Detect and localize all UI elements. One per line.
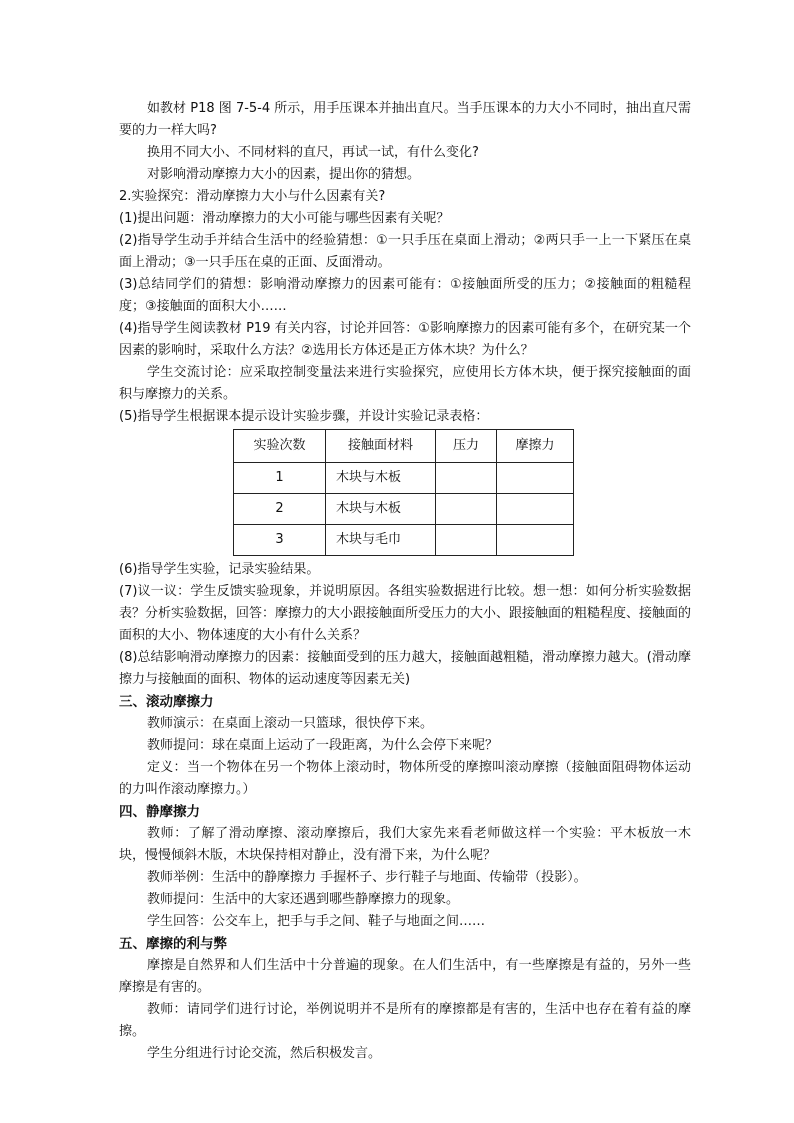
table-header-cell: 摩擦力 — [497, 430, 574, 463]
table-cell: 2 — [234, 494, 326, 525]
paragraph: (3)总结同学们的猜想：影响滑动摩擦力的因素可能有：①接触面所受的压力；②接触面的粗糙程度；③接触面的面积大小…… — [119, 277, 691, 314]
table-cell — [436, 494, 497, 525]
paragraph: (7)议一议：学生反馈实验现象，并说明原因。各组实验数据进行比较。想一想：如何分析实验数据表？分析实验数据，回答：摩擦力的大小跟接触面所受压力的大小、跟接触面的粗糙程度、接触面的面积的大小、物体速度的大小有什么关系？ — [119, 584, 692, 643]
table-cell: 木块与毛巾 — [326, 525, 436, 556]
paragraph: (6)指导学生实验，记录实验结果。 — [119, 562, 320, 577]
paragraph: 2.实验探究：滑动摩擦力大小与什么因素有关? — [119, 189, 386, 204]
paragraph: 摩擦是自然界和人们生活中十分普遍的现象。在人们生活中，有一些摩擦是有益的，另外一些摩擦是有害的。 — [119, 958, 691, 995]
paragraph: 教师演示：在桌面上滚动一只篮球，很快停下来。 — [147, 716, 434, 731]
paragraph: 学生回答：公交车上，把手与手之间、鞋子与地面之间…… — [147, 914, 486, 929]
table-header-row — [234, 430, 574, 463]
table-header-cell: 实验次数 — [234, 430, 326, 463]
table-cell — [497, 525, 574, 556]
table-header-cell: 压力 — [436, 430, 497, 463]
table-cell — [497, 463, 574, 494]
paragraph: 学生分组进行讨论交流，然后积极发言。 — [147, 1046, 382, 1061]
paragraph: 换用不同大小、不同材料的直尺，再试一试，有什么变化? — [147, 145, 479, 160]
paragraph: 教师提问：球在桌面上运动了一段距离，为什么会停下来呢？ — [147, 738, 499, 753]
section-heading-rolling-friction: 三、滚动摩擦力 — [119, 694, 214, 710]
table-cell — [436, 525, 497, 556]
paragraph: (5)指导学生根据课本提示设计实验步骤，并设计实验记录表格： — [119, 409, 489, 424]
table-row — [234, 494, 574, 525]
paragraph: 教师：请同学们进行讨论，举例说明并不是所有的摩擦都是有害的，生活中也存在着有益的摩擦。 — [119, 1002, 691, 1039]
table-row — [234, 463, 574, 494]
paragraph: 教师举例：生活中的静摩擦力 手握杯子、步行鞋子与地面、传输带（投影）。 — [147, 870, 587, 885]
paragraph: 如教材 P18 图 7-5-4 所示，用手压课本并抽出直尺。当手压课本的力大小不同时，抽出直尺需要的力一样大吗? — [119, 101, 691, 138]
paragraph: 对影响滑动摩擦力大小的因素，提出你的猜想。 — [147, 167, 421, 182]
paragraph: (4)指导学生阅读教材 P19 有关内容，讨论并回答：①影响摩擦力的因素可能有多个，在研究某一个因素的影响时，采取什么方法？②选用长方体还是正方体木块？为什么？ — [119, 321, 691, 358]
table-row — [234, 525, 574, 556]
document-body — [119, 98, 691, 1065]
paragraph: 学生交流讨论：应采取控制变量法来进行实验探究，应使用长方体木块，便于探究接触面的面积与摩擦力的关系。 — [119, 365, 691, 402]
table-cell: 1 — [234, 463, 326, 494]
experiment-record-table — [233, 429, 574, 556]
table-cell: 3 — [234, 525, 326, 556]
section-heading-static-friction: 四、静摩擦力 — [119, 804, 200, 820]
table-cell — [497, 494, 574, 525]
paragraph: 定义：当一个物体在另一个物体上滚动时，物体所受的摩擦叫滚动摩擦（接触面阻碍物体运动的力叫作滚动摩擦力。） — [119, 760, 691, 797]
section-heading-pros-cons: 五、摩擦的利与弊 — [119, 936, 227, 952]
paragraph: 教师：了解了滑动摩擦、滚动摩擦后，我们大家先来看老师做这样一个实验：平木板放一木块，慢慢倾斜木版，木块保持相对静止，没有滑下来，为什么呢？ — [119, 826, 691, 863]
table-cell: 木块与木板 — [326, 494, 436, 525]
paragraph: (8)总结影响滑动摩擦力的因素：接触面受到的压力越大，接触面越粗糙，滑动摩擦力越大。(滑动摩擦力与接触面的面积、物体的运动速度等因素无关) — [119, 650, 691, 687]
table-cell — [436, 463, 497, 494]
paragraph: (2)指导学生动手并结合生活中的经验猜想：①一只手压在桌面上滑动；②两只手一上一下紧压在桌面上滑动；③一只手压在桌的正面、反面滑动。 — [119, 233, 691, 270]
table-cell: 木块与木板 — [326, 463, 436, 494]
paragraph: (1)提出问题：滑动摩擦力的大小可能与哪些因素有关呢？ — [119, 211, 450, 226]
paragraph: 教师提问：生活中的大家还遇到哪些静摩擦力的现象。 — [147, 892, 460, 907]
table-header-cell: 接触面材料 — [326, 430, 436, 463]
